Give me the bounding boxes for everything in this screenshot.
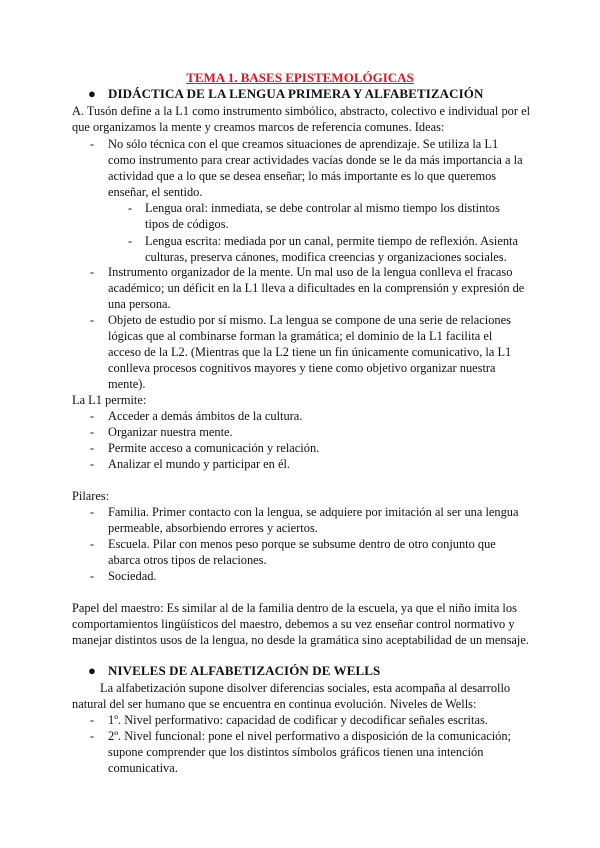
l1-intro: La L1 permite: bbox=[72, 393, 147, 407]
dash-icon: - bbox=[90, 505, 95, 519]
dash-icon: - bbox=[90, 441, 95, 455]
dash-icon: - bbox=[90, 409, 95, 423]
pilares-intro: Pilares: bbox=[72, 489, 110, 503]
dash-icon: - bbox=[90, 569, 95, 583]
dash-icon: - bbox=[90, 265, 95, 279]
dash-icon: - bbox=[90, 729, 95, 743]
wells-intro-paragraph: La alfabetización supone disolver diferencias sociales, esta acompaña al desarrollo natural del ser humano que se encuentra en continua evolución. Niveles de Wells: bbox=[72, 681, 511, 711]
dash-icon: - bbox=[90, 457, 95, 471]
bullet-icon: ● bbox=[88, 663, 96, 678]
dash-icon: - bbox=[90, 313, 95, 327]
dash-icon: - bbox=[128, 234, 133, 248]
dash-icon: - bbox=[128, 201, 133, 215]
document-page: TEMA 1. BASES EPISTEMOLÓGICAS ● DIDÁCTICA DE LA LENGUA PRIMERA Y ALFABETIZACIÓN A. Tusón define a la L1 como instrumento simbólico, abstracto, colectivo e individual por el que organizamos la mente y creamos marcos de referencia comunes. Ideas: - No sólo técnica con el que creamos situaciones de aprendizaje. Se utiliza la L1 como instrumento para crear actividades vacías donde se le da más importancia a la actividad que a lo que se desea enseñar; lo más importante es lo que queremos enseñar, el sentido. - Lengua oral: inmediata, se debe controlar al mismo tiempo los distintos tipos de códigos. - Lengua escrita: mediada por un canal, permite tiempo de reflexión. Asienta culturas, preserva cánones, modifica creencias y organizaciones sociales. - Instrumento organizador de la mente. Un mal uso de la lengua conlleva el fracaso académico; un déficit en la L1 lleva a dificultades en la comprensión y expresión de una persona. - Objeto de estudio por sí mismo. La lengua se compone de una serie de relaciones lógicas que al combinarse forman la gramática; el dominio de la L1 facilita el acceso de la L2. (Mientras que la L2 tiene un fin únicamente comunicativo, la L1 conlleva procesos cognitivos mayores y tiene como objetivo organizar nuestra mente). La L1 permite: - Acceder a demás ámbitos de la cultura. - Organizar nuestra mente. - Permite acceso a comunicación y relación. - Analizar el mundo y participar en él. Pilares: - Familia. Primer contacto con la lengua, se adquiere por imitación al ser una lengua permeable, absorbiendo errores y aciertos. - Escuela. Pilar con menos peso porque se subsume dentro de otro conjunto que abarca otros tipos de relaciones. - Sociedad. Papel del maestro: Es similar al de la familia dentro de la escuela, ya que el niño imita los comportamientos lingüísticos del maestro, debemos a su vez enseñar control normativo y manejar distintos usos de la lengua, no desde la gramática sino aceptabilidad de un mensaje. ● NIVELES DE ALFABETIZACIÓN DE WELLS La alfabetización supone disolver diferencias sociales, esta acompaña al desarrollo natural del ser humano que se encuentra en continua evolución. Niveles de Wells: - 1º. Nivel performativo: capacidad de codificar y decodificar señales escritas. - 2º. Nivel funcional: pone el nivel performativo a disposición de la comunicación; supone comprender que los distintos símbolos gráficos tienen una intención comunicativa. bbox=[0, 0, 600, 848]
document-title: TEMA 1. BASES EPISTEMOLÓGICAS bbox=[186, 70, 414, 85]
maestro-paragraph: Papel del maestro: Es similar al de la familia dentro de la escuela, ya que el niño imita los comportamientos lingüísticos del maestro, debemos a su vez enseñar control normativo y manejar distintos usos de la lengua, no desde la gramática sino aceptabilidad de un mensaje. bbox=[72, 601, 529, 647]
dash-icon: - bbox=[90, 537, 95, 551]
bullet-icon: ● bbox=[88, 86, 96, 101]
dash-icon: - bbox=[90, 137, 95, 151]
dash-icon: - bbox=[90, 425, 95, 439]
intro-paragraph: A. Tusón define a la L1 como instrumento simbólico, abstracto, colectivo e individual por el que organizamos la mente y creamos marcos de referencia comunes. Ideas: bbox=[72, 104, 531, 134]
dash-icon: - bbox=[90, 713, 95, 727]
